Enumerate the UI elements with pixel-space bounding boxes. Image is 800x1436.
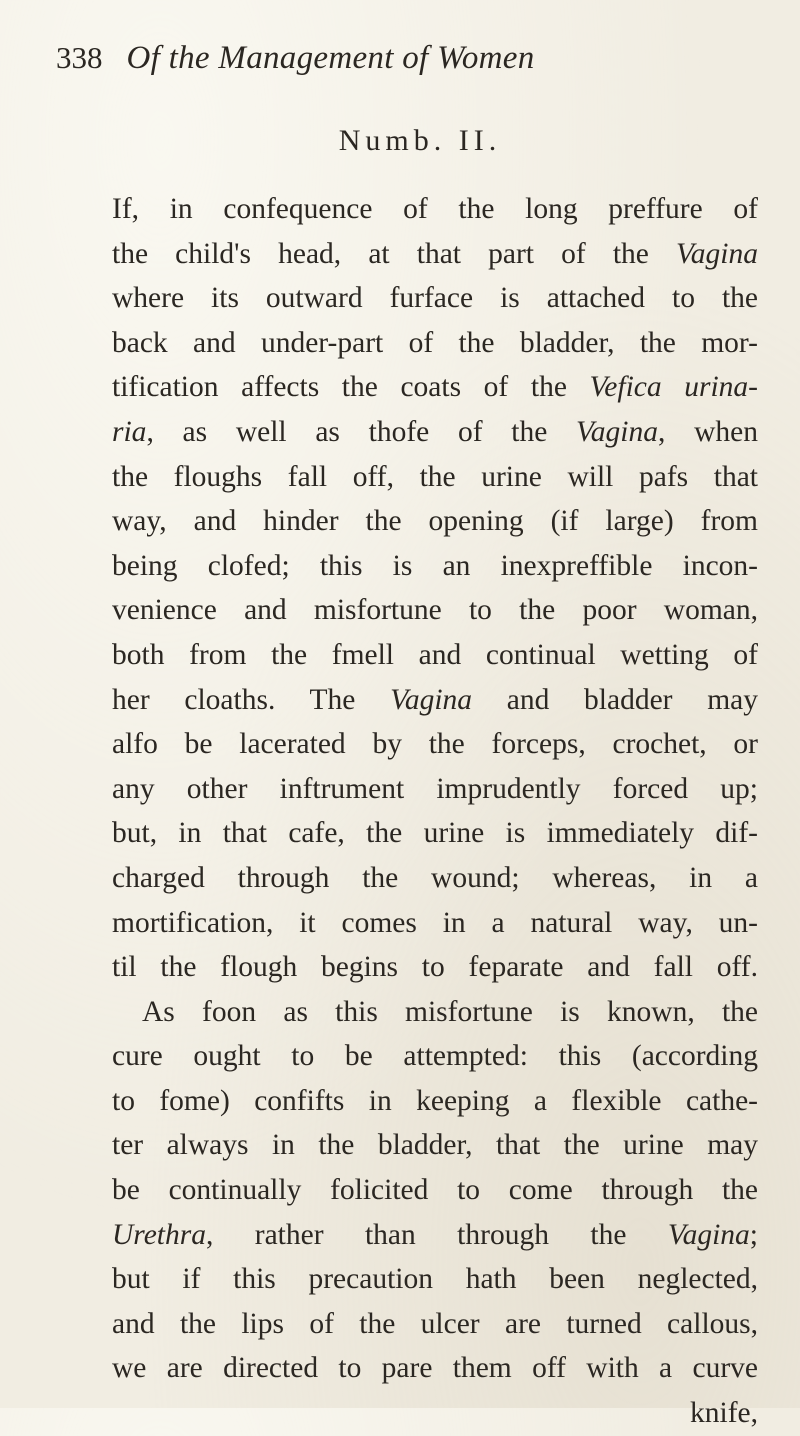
text-line: her cloaths. The Vagina and bladder may [112, 683, 759, 716]
text-line: being clofed; this is an inexpreffible incon- [112, 549, 758, 582]
text-line: and the lips of the ulcer are turned callous, [112, 1307, 758, 1340]
text-line: cure ought to be attempted: this (according [112, 1040, 758, 1073]
text-line: any other inftrument imprudently forced up; [112, 772, 758, 805]
text-line: venience and misfortune to the poor woman, [112, 594, 758, 627]
text-line: be continually folicited to come through the [112, 1174, 758, 1207]
text-line: back and under-part of the bladder, the mor- [112, 326, 758, 359]
text-line: Urethra, rather than through the Vagina; [112, 1218, 758, 1251]
text-line: As foon as this misfortune is known, the [142, 995, 758, 1028]
text-line: way, and hinder the opening (if large) from [112, 505, 758, 538]
text-line: charged through the wound; whereas, in a [112, 861, 758, 894]
text-line: mortification, it comes in a natural way, un- [112, 906, 758, 939]
text-line: ria, as well as thofe of the Vagina, when [112, 415, 758, 448]
running-title: Of the Management of Women [126, 40, 535, 76]
text-line: alfo be lacerated by the forceps, crochet, or [112, 728, 758, 761]
section-heading: Numb. II. [338, 124, 502, 157]
text-line: to fome) confifts in keeping a flexible cathe- [112, 1084, 758, 1117]
text-line: we are directed to pare them off with a curve [112, 1352, 758, 1385]
body-text [112, 187, 758, 1436]
text-line: but, in that cafe, the urine is immediately dif- [112, 817, 758, 850]
text-line: the floughs fall off, the urine will pafs that [112, 460, 758, 493]
running-head [56, 40, 535, 90]
text-line: til the flough begins to feparate and fall off. [112, 951, 758, 984]
text-line: where its outward furface is attached to the [112, 282, 758, 315]
text-line: both from the fmell and continual wetting of [112, 638, 758, 671]
text-line: If, in confequence of the long preffure of [112, 193, 758, 225]
text-line: knife, [690, 1397, 758, 1430]
text-line: but if this precaution hath been neglected, [112, 1263, 758, 1296]
text-line: ter always in the bladder, that the urine may [112, 1129, 758, 1162]
page-number: 338 [56, 40, 103, 75]
text-line: the child's head, at that part of the Vagina [112, 237, 758, 270]
text-line: tification affects the coats of the Vefica urina- [112, 371, 758, 404]
